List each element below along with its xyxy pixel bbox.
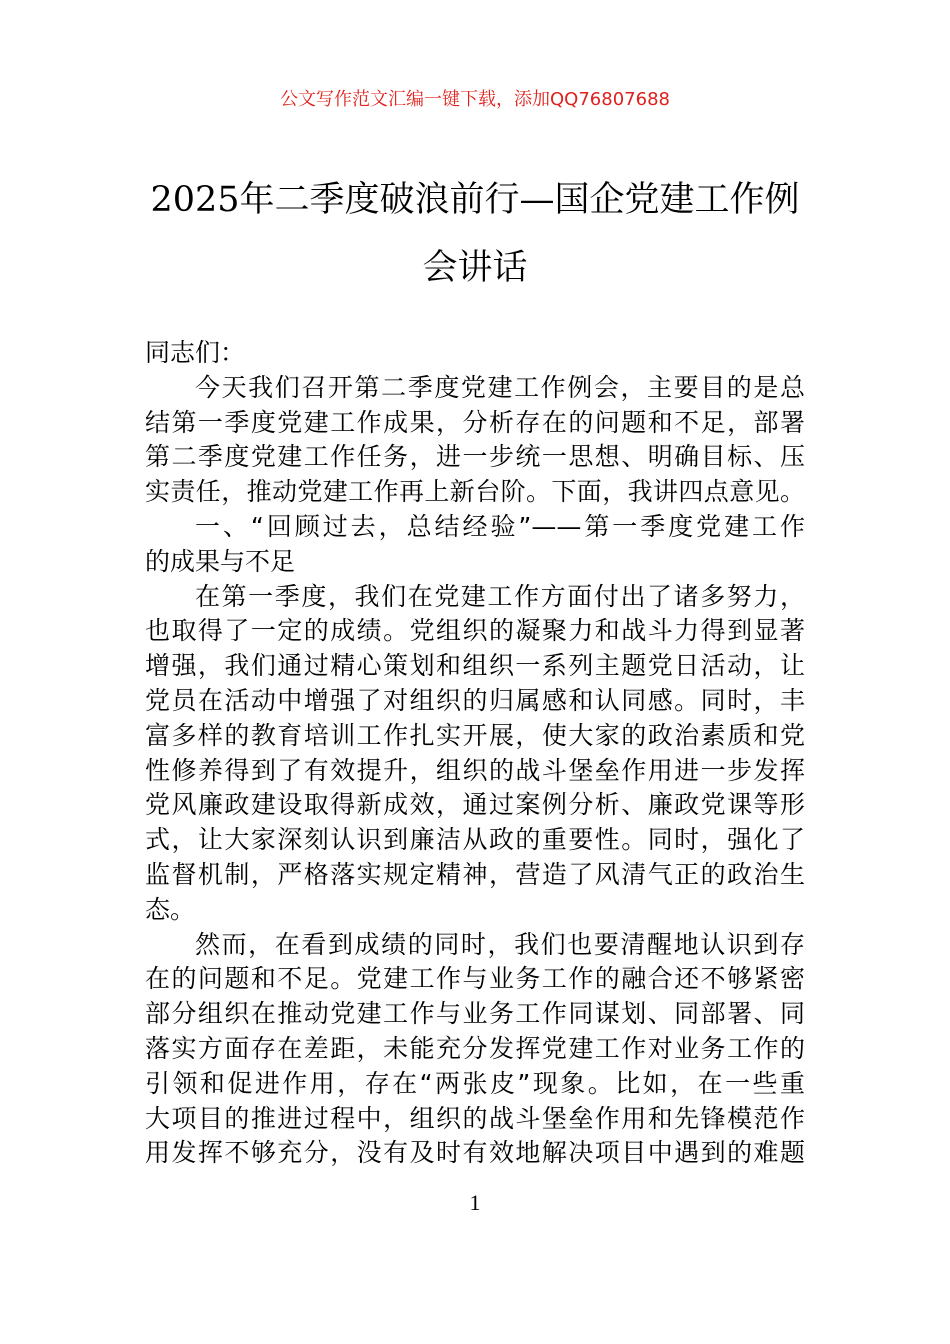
download-banner-link[interactable]: 公文写作范文汇编一键下载，添加QQ76807688 [280,89,670,110]
body-text-line: 实责任，推动党建工作再上新台阶。下面，我讲四点意见。 [145,477,805,507]
body-text-line: 的成果与不足 [145,546,296,576]
body-text-line: 同志们： [145,338,246,367]
document-title-line-1: 2025年二季度破浪前行—国企党建工作例 [150,180,800,220]
body-text-line: 一、“回顾过去，总结经验”——第一季度党建工作 [195,511,805,541]
body-text-line: 落实方面存在差距，未能充分发挥党建工作对业务工作的 [145,1033,805,1063]
body-text-line: 用发挥不够充分，没有及时有效地解决项目中遇到的难题 [145,1138,805,1168]
body-text-line: 监督机制，严格落实规定精神，营造了风清气正的政治生 [145,859,805,889]
document-body [145,336,805,1171]
body-text-line: 性修养得到了有效提升，组织的战斗堡垒作用进一步发挥 [145,755,805,785]
body-text-line: 今天我们召开第二季度党建工作例会，主要目的是总 [195,372,805,402]
body-text-line: 式，让大家深刻认识到廉洁从政的重要性。同时，强化了 [145,825,805,855]
document-title-line-2: 会讲话 [422,248,528,288]
body-text-line: 党员在活动中增强了对组织的归属感和认同感。同时，丰 [145,685,805,715]
body-text-line: 第二季度党建工作任务，进一步统一思想、明确目标、压 [145,442,805,472]
body-text-line: 在的问题和不足。党建工作与业务工作的融合还不够紧密 [145,964,805,994]
body-text-line: 在第一季度，我们在党建工作方面付出了诸多努力， [195,581,805,611]
body-text-line: 也取得了一定的成绩。党组织的凝聚力和战斗力得到显著 [145,616,805,646]
body-text-line: 然而，在看到成绩的同时，我们也要清醒地认识到存 [195,929,805,959]
body-text-line: 部分组织在推动党建工作与业务工作同谋划、同部署、同 [145,999,805,1029]
body-text-line: 党风廉政建设取得新成效，通过案例分析、廉政党课等形 [145,790,805,820]
body-text-line: 大项目的推进过程中，组织的战斗堡垒作用和先锋模范作 [145,1103,805,1133]
body-text-line: 引领和促进作用，存在“两张皮”现象。比如，在一些重 [145,1068,805,1098]
page-number: 1 [469,1190,481,1215]
body-text-line: 富多样的教育培训工作扎实开展，使大家的政治素质和党 [145,720,805,750]
body-text-line: 态。 [145,894,196,924]
body-text-line: 增强，我们通过精心策划和组织一系列主题党日活动，让 [145,651,805,681]
body-text-line: 结第一季度党建工作成果，分析存在的问题和不足，部署 [145,407,805,437]
